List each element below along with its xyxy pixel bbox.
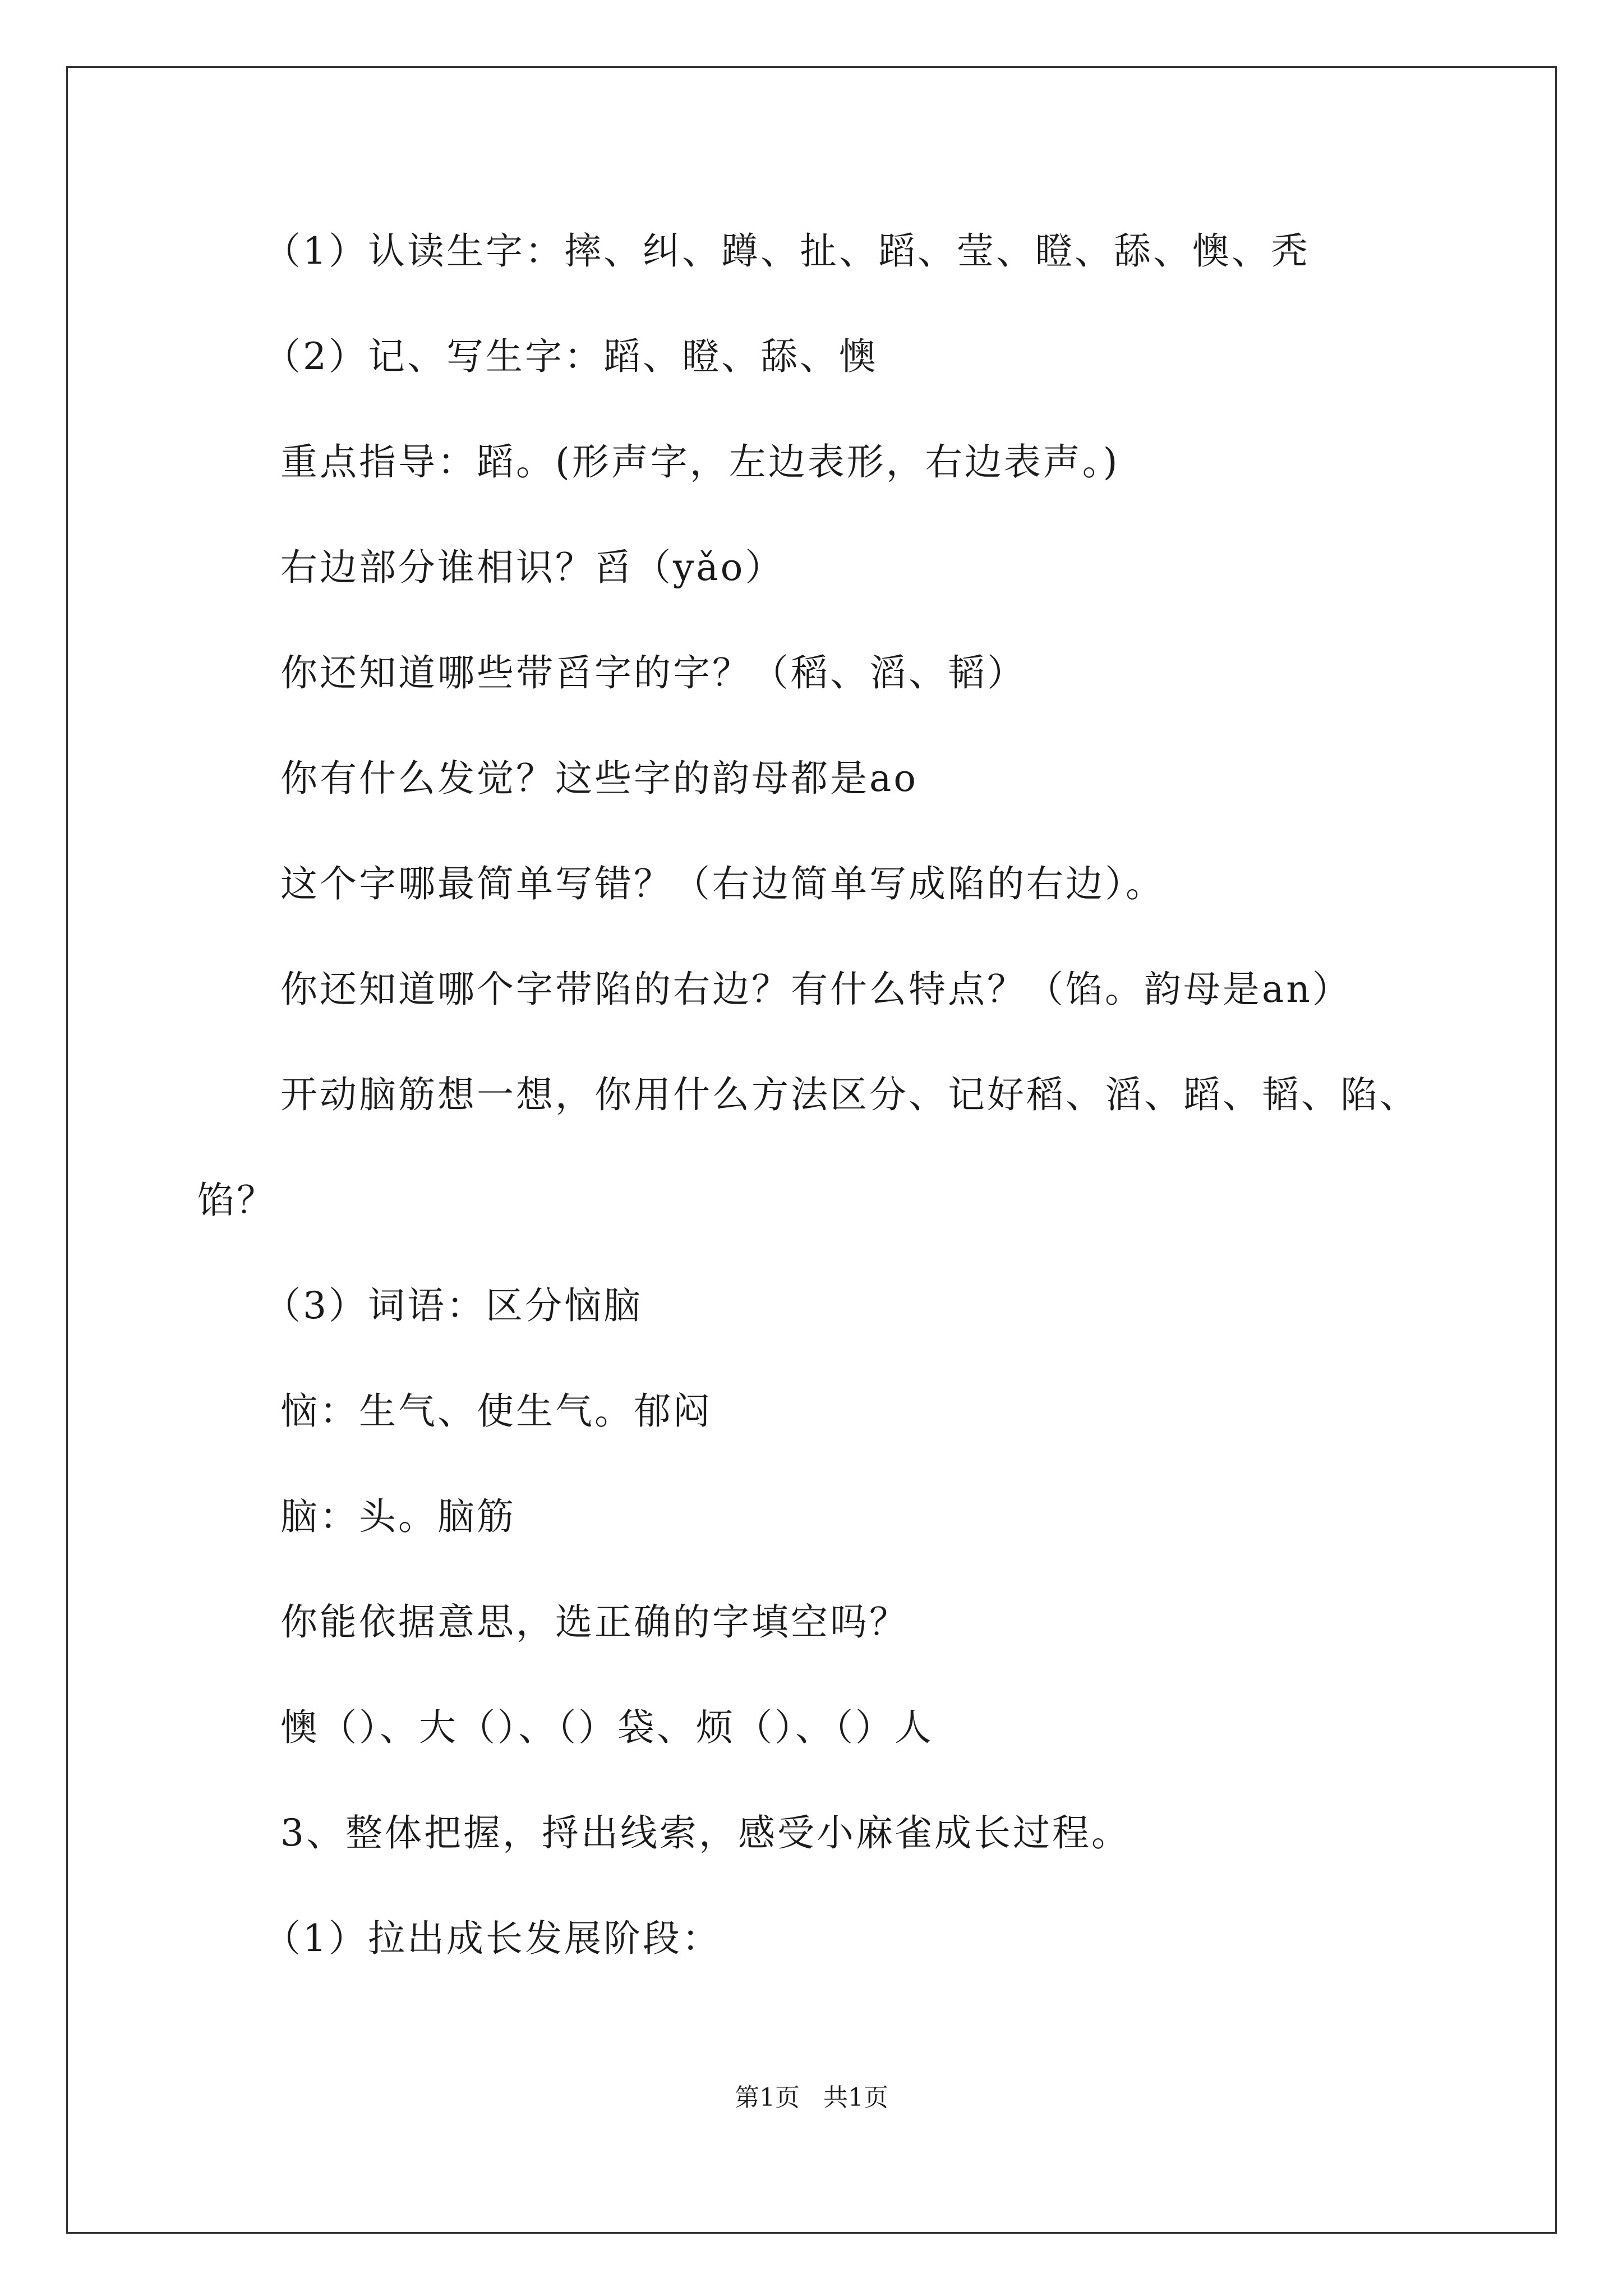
paragraph-line: 3、整体把握，捋出线索，感受小麻雀成长过程。: [280, 1811, 1131, 1855]
paragraph-line: （1）认读生字：摔、纠、蹲、扯、蹈、莹、瞪、舔、懊、秃: [264, 229, 1310, 273]
paragraph-line: 重点指导：蹈。(形声字，左边表形，右边表声。): [280, 440, 1120, 484]
paragraph-line: 恼：生气、使生气。郁闷: [280, 1389, 712, 1433]
paragraph-line: 脑：头。脑筋: [280, 1495, 516, 1538]
paragraph-line: 懊（）、大（）、（）袋、烦（）、（）人: [280, 1706, 934, 1749]
paragraph-line: 你还知道哪个字带陷的右边？有什么特点？（馅。韵母是an）: [280, 968, 1352, 1011]
paragraph-line: 这个字哪最简单写错？（右边简单写成陷的右边）。: [280, 862, 1165, 905]
paragraph-line: 你还知道哪些带舀字的字？（稻、滔、韬）: [280, 651, 1026, 694]
paragraph-line: （1）拉出成长发展阶段：: [264, 1917, 721, 1960]
paragraph-line: （2）记、写生字：蹈、瞪、舔、懊: [264, 335, 878, 378]
paragraph-line: 你有什么发觉？这些字的韵母都是ao: [280, 757, 919, 800]
page-border: [66, 66, 1557, 2234]
paragraph-line: 你能依据意思，选正确的字填空吗？: [280, 1600, 909, 1644]
paragraph-line: 馅？: [197, 1179, 276, 1222]
paragraph-line: （3）词语：区分恼脑: [264, 1284, 643, 1327]
page-number-footer: 第1页 共1页: [735, 2083, 888, 2112]
paragraph-line: 右边部分谁相识？舀（yǎo）: [280, 546, 785, 589]
paragraph-line: 开动脑筋想一想，你用什么方法区分、记好稻、滔、蹈、韬、陷、: [280, 1073, 1419, 1116]
